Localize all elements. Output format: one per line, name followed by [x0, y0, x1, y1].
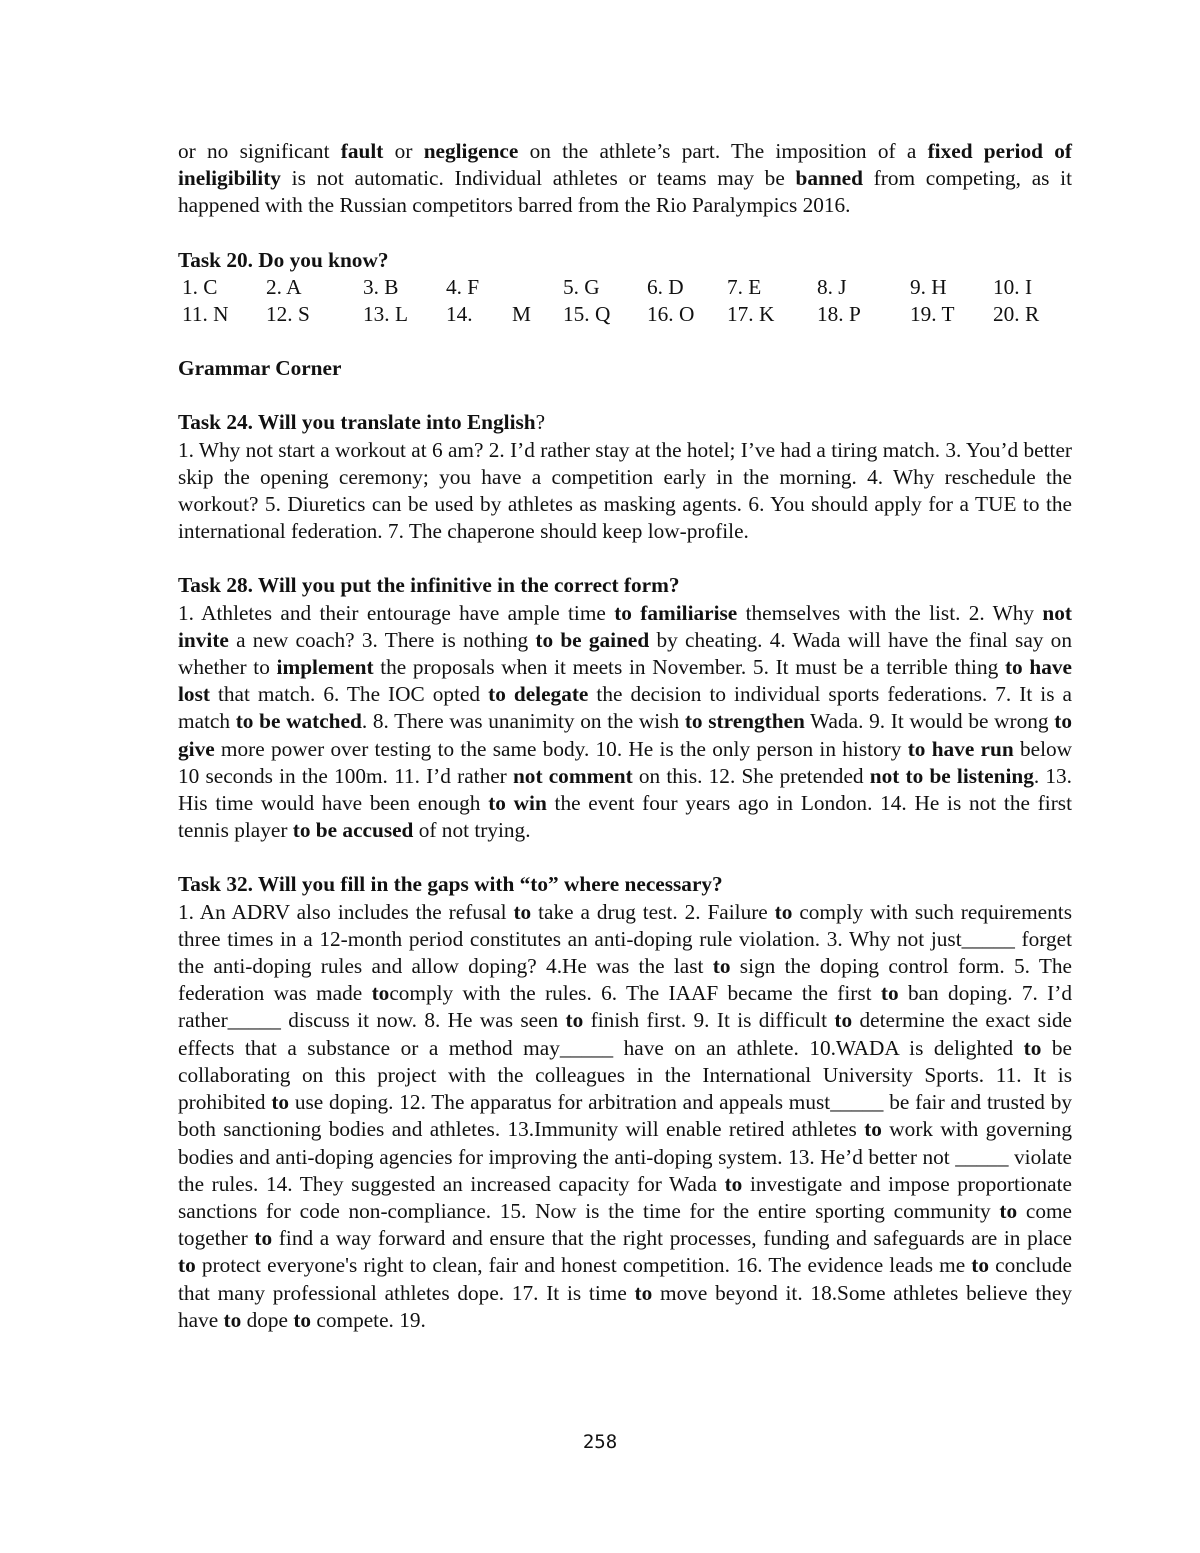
bold-phrase: negligence: [423, 139, 519, 163]
intro-paragraph: [178, 138, 1072, 220]
text-run: on the athlete’s part. The imposition of a: [518, 139, 928, 163]
text-run: investigate and impose proportionate sanctions for code non-compliance. 15. Now is the time for the entire sporting community: [178, 1171, 1073, 1223]
answer-cell: 17. K: [727, 302, 775, 327]
text-run: . 8. There was unanimity on the wish: [361, 709, 685, 734]
task20-heading: Task 20. Do you know?: [178, 247, 389, 272]
text-run: use doping. 12. The apparatus for arbitration and appeals must_____ be fair and trusted by both sanctioning bodies and athletes. 13.Immunity will enable retired athletes: [178, 1090, 1072, 1142]
answer-cell: 13. L: [363, 302, 408, 327]
task24-heading-text: Task 24. Will you translate into English: [178, 410, 536, 435]
answer-row: [182, 301, 1053, 328]
text-run: come together: [178, 1198, 1072, 1251]
answer-cell: 7. E: [727, 274, 762, 299]
bold-phrase: to: [565, 1008, 584, 1033]
page-number: 258: [582, 1431, 618, 1453]
task24-paragraph: [178, 437, 1072, 546]
bold-phrase: to be watched: [235, 709, 362, 734]
bold-phrase: to: [293, 1307, 312, 1332]
answer-cell: 16. O: [647, 302, 695, 327]
bold-phrase: to win: [488, 791, 547, 816]
text-run: determine the exact side effects that a substance or a method may_____ have on an athlete. 10.WADA is delighted: [178, 1008, 1072, 1060]
text-run: take a drug test. 2. Failure: [531, 899, 775, 924]
answer-cell: 5. G: [563, 274, 600, 299]
bold-phrase: banned: [795, 166, 863, 191]
bold-phrase: to: [999, 1198, 1018, 1223]
bold-phrase: to have run: [907, 736, 1014, 761]
answer-cell: 3. B: [363, 274, 399, 299]
bold-phrase: to strengthen: [684, 709, 805, 734]
text-run: Wada. 9. It would be wrong: [804, 709, 1055, 734]
text-run: more power over testing to the same body. 10. He is the only person in history: [214, 736, 908, 761]
text-run: that match. 6. The IOC opted: [209, 682, 489, 707]
bold-phrase: to: [371, 981, 390, 1006]
text-run: themselves with the list. 2. Why: [737, 600, 1043, 625]
bold-phrase: to be gained: [535, 627, 650, 652]
grammar-corner-heading: Grammar Corner: [178, 356, 342, 381]
text-run: be collaborating on this project with the colleagues in the International University Sports. 11. It is prohibited: [178, 1035, 1072, 1115]
bold-phrase: to familiarise: [614, 600, 738, 625]
bold-phrase: fixed period of ineligibility: [178, 139, 1072, 191]
bold-phrase: to give: [178, 709, 1072, 761]
text-run: sign the doping control form. 5. The federation was made: [178, 954, 1072, 1006]
task32-paragraph: [178, 899, 1072, 1334]
answer-cell: 11. N: [182, 302, 229, 327]
text-run: find a way forward and ensure that the right processes, funding and safeguards are in place: [272, 1226, 1072, 1251]
text-run: or no significant: [178, 139, 341, 163]
bold-phrase: not invite: [178, 600, 1072, 652]
answer-cell: 19. T: [910, 302, 955, 327]
text-run: is not automatic. Individual athletes or teams may be: [280, 166, 796, 191]
bold-phrase: implement: [276, 655, 374, 680]
bold-phrase: to: [178, 1253, 196, 1278]
answer-cell: 14.: [446, 302, 473, 327]
answer-cell: 18. P: [817, 302, 861, 327]
answer-cell: 2. A: [266, 274, 302, 299]
task32-heading: Task 32. Will you fill in the gaps with “to” where necessary?: [178, 872, 723, 897]
bold-phrase: to: [864, 1117, 882, 1142]
answer-cell: 1. C: [182, 274, 218, 299]
answer-cell: 9. H: [910, 274, 947, 299]
text-run: conclude that many professional athletes dope. 17. It is time: [178, 1253, 1072, 1305]
answer-cell: 8. J: [817, 274, 847, 299]
answer-cell: 20. R: [993, 302, 1040, 327]
answer-row: [182, 274, 1053, 301]
text-run: on this. 12. She pretended: [632, 763, 870, 788]
text-run: from competing, as it happened with the Russian competitors barred from the Rio Paralympics 2016.: [178, 166, 1072, 218]
bold-phrase: not comment: [512, 763, 633, 788]
answer-cell: 6. D: [647, 274, 684, 299]
text-run: dope: [241, 1307, 294, 1332]
page-body: [178, 138, 1072, 1334]
text-run: compete. 19.: [311, 1307, 426, 1332]
text-run: . 13. His time would have been enough: [178, 763, 1072, 816]
text-run: work with governing bodies and anti-doping agencies for improving the anti-doping system. 13. He’d better not _____ violate the rules. 14. They suggested an increased capacity for Wada: [178, 1117, 1072, 1196]
text-run: of not trying.: [413, 818, 531, 843]
bold-phrase: to: [774, 899, 793, 924]
text-run: or: [383, 139, 424, 163]
answer-cell: M: [512, 302, 531, 327]
text-run: 1. Why not start a workout at 6 am? 2. I’d rather stay at the hotel; I’ve had a tiring match. 3. You’d better skip the opening ceremony; you have a competition early in the morning. 4. Why reschedule the workout? 5. Diuretics can be used by athletes as masking agents. 6. You should apply for a TUE to the international federation. 7. The chaperone should keep low-profile.: [178, 437, 1072, 544]
bold-phrase: to: [880, 981, 899, 1006]
answer-cell: 12. S: [266, 302, 310, 327]
text-run: a new coach? 3. There is nothing: [228, 627, 536, 652]
bold-phrase: to delegate: [488, 682, 589, 707]
text-run: 1. An ADRV also includes the refusal: [178, 899, 514, 924]
bold-phrase: to: [271, 1090, 290, 1115]
bold-phrase: fault: [340, 139, 384, 163]
text-run: comply with such requirements three times in a 12-month period constitutes an anti-doping rule violation. 3. Why not just_____ forget the anti-doping rules and allow doping? 4.He was the last: [178, 899, 1072, 979]
answer-cell: 15. Q: [563, 302, 611, 327]
text-run: the event four years ago in London. 14. He is not the first tennis player: [178, 791, 1072, 843]
text-run: the decision to individual sports federations. 7. It is a match: [178, 682, 1072, 734]
bold-phrase: to be accused: [292, 818, 414, 843]
task28-heading: Task 28. Will you put the infinitive in the correct form?: [178, 573, 680, 598]
text-run: the proposals when it meets in November. 5. It must be a terrible thing: [373, 655, 1005, 680]
text-run: by cheating. 4. Wada will have the final say on whether to: [178, 627, 1072, 680]
bold-phrase: to: [724, 1171, 743, 1196]
task20-answer-table: [182, 274, 1053, 328]
bold-phrase: to have lost: [178, 655, 1072, 707]
bold-phrase: to: [254, 1226, 273, 1251]
text-run: finish first. 9. It is difficult: [583, 1008, 835, 1033]
bold-phrase: to: [513, 899, 532, 924]
bold-phrase: to: [223, 1307, 242, 1332]
answer-cell: [512, 274, 563, 301]
task24-heading-mark: ?: [535, 410, 546, 435]
bold-phrase: to: [634, 1280, 653, 1305]
answer-cell: 4. F: [446, 274, 480, 299]
text-run: 1. Athletes and their entourage have ample time: [178, 600, 615, 625]
text-run: move beyond it. 18.Some athletes believe they have: [178, 1280, 1072, 1332]
bold-phrase: to: [712, 954, 731, 979]
answer-cell: 10. I: [993, 274, 1033, 299]
text-run: protect everyone's right to clean, fair and honest competition. 16. The evidence leads me: [195, 1253, 972, 1278]
bold-phrase: to: [1023, 1035, 1042, 1060]
text-run: comply with the rules. 6. The IAAF became the first: [389, 981, 881, 1006]
bold-phrase: to: [834, 1008, 853, 1033]
text-run: below 10 seconds in the 100m. 11. I’d rather: [178, 736, 1073, 788]
bold-phrase: not to be listening: [869, 763, 1034, 788]
task28-paragraph: [178, 600, 1072, 845]
task24-heading: [178, 409, 1072, 436]
bold-phrase: to: [971, 1253, 990, 1278]
text-run: ban doping. 7. I’d rather_____ discuss it now. 8. He was seen: [178, 981, 1072, 1033]
